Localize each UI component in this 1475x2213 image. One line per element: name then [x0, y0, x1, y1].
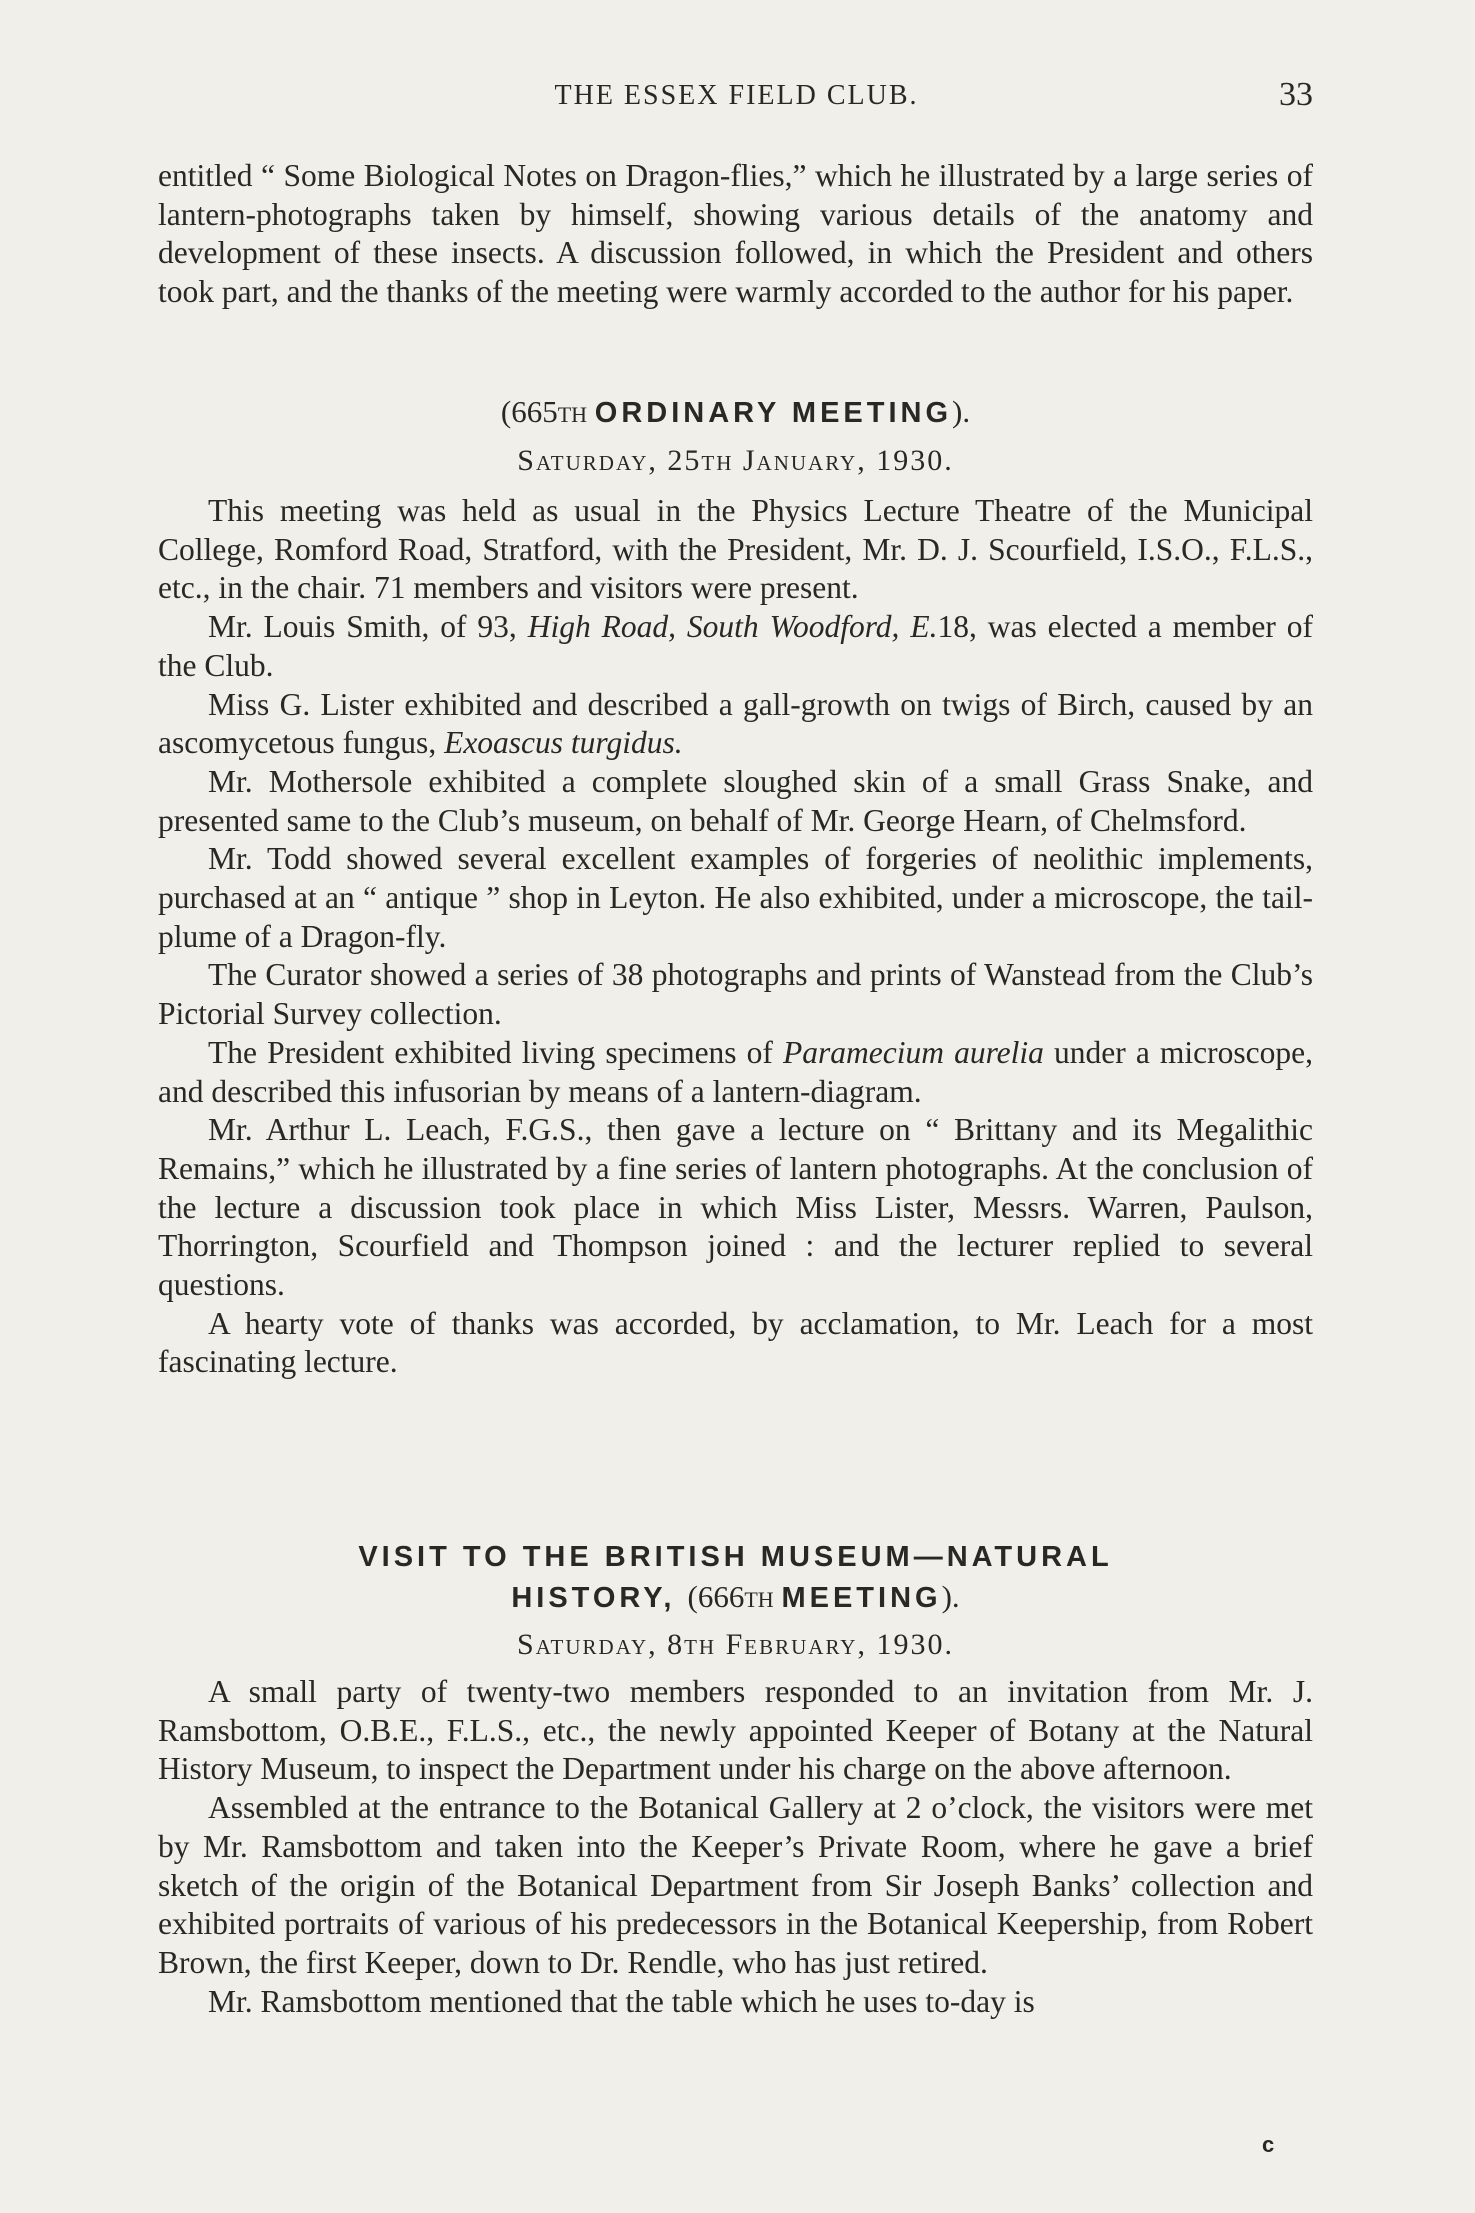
paragraph: Mr. Todd showed several excellent examples of forgeries of neolithic implements, purchased at an “ antique ” shop in Leyton. He also exhibited, under a microscope, the tail-plume of a Dragon-fly.: [158, 841, 1313, 954]
meeting-666-date: Saturday, 8th February, 1930.: [517, 1628, 954, 1661]
running-head: [160, 76, 1313, 120]
paragraph: This meeting was held as usual in the Physics Lecture Theatre of the Municipal College, Romford Road, Stratford, with the President, Mr. D. J. Scourfield, I.S.O., F.L.S., etc., in the chair. 71 members and visitors were present.: [158, 493, 1313, 606]
meeting-666-title-line2: HISTORY, (666th MEETING).: [511, 1579, 960, 1614]
meeting-665-date: Saturday, 25th January, 1930.: [517, 444, 954, 477]
meeting-665-title: ORDINARY MEETING: [594, 397, 953, 429]
paragraph: Mr. Louis Smith, of 93, High Road, South Woodford, E.18, was elected a member of the Club.: [158, 609, 1313, 683]
running-title: THE ESSEX FIELD CLUB.: [554, 80, 919, 111]
meeting-666-heading: [158, 1538, 1313, 1618]
meeting-665-heading: (665th ORDINARY MEETING).: [500, 394, 971, 429]
paragraph: The President exhibited living specimens of Paramecium aurelia under a microscope, and described this infusorian by means of a lantern-diagram.: [158, 1034, 1313, 1109]
paragraph: Miss G. Lister exhibited and described a gall-growth on twigs of Birch, caused by an ascomycetous fungus, Exoascus turgidus.: [158, 686, 1313, 761]
meeting-666-title-line1: VISIT TO THE BRITISH MUSEUM—NATURAL: [358, 1541, 1113, 1573]
meeting-665-body: [158, 492, 1313, 1382]
continuation-paragraph: entitled “ Some Biological Notes on Dragon-flies,” which he illustrated by a large series of lantern-photographs taken by himself, showing various details of the anatomy and development of these insects. A discussion followed, in which the President and others took part, and the thanks of the meeting were warmly accorded to the author for his paper.: [158, 158, 1313, 310]
paragraph: Assembled at the entrance to the Botanical Gallery at 2 o’clock, the visitors were met by Mr. Ramsbottom and taken into the Keeper’s Private Room, where he gave a brief sketch of the origin of the Botanical Department from Sir Joseph Banks’ collection and exhibited portraits of various of his predecessors in the Botanical Keepership, from Robert Brown, the first Keeper, down to Dr. Rendle, who has just retired.: [158, 1790, 1313, 1980]
continuation-text: [158, 157, 1313, 312]
paragraph: Mr. Ramsbottom mentioned that the table which he uses to-day is: [208, 1983, 1035, 2019]
signature-mark: c: [1262, 2132, 1275, 2157]
paragraph: Mr. Arthur L. Leach, F.G.S., then gave a lecture on “ Brittany and its Megalithic Remains,” which he illustrated by a fine series of lantern photographs. At the conclusion of the lecture a discussion took place in which Miss Lister, Messrs. Warren, Paulson, Thorrington, Scourfield and Thompson joined : and the lecturer replied to several questions.: [158, 1112, 1313, 1303]
paragraph: A hearty vote of thanks was accorded, by acclamation, to Mr. Leach for a most fascinating lecture.: [158, 1305, 1313, 1380]
page-number: 33: [1279, 76, 1313, 113]
paragraph: The Curator showed a series of 38 photographs and prints of Wanstead from the Club’s Pictorial Survey collection.: [158, 957, 1313, 1032]
paragraph: A small party of twenty-two members responded to an invitation from Mr. J. Ramsbottom, O.B.E., F.L.S., etc., the newly appointed Keeper of Botany at the Natural History Museum, to inspect the Department under his charge on the above afternoon.: [158, 1674, 1313, 1787]
paragraph: Mr. Mothersole exhibited a complete sloughed skin of a small Grass Snake, and presented same to the Club’s museum, on behalf of Mr. George Hearn, of Chelmsford.: [158, 763, 1313, 838]
meeting-666-body: [158, 1673, 1313, 2021]
